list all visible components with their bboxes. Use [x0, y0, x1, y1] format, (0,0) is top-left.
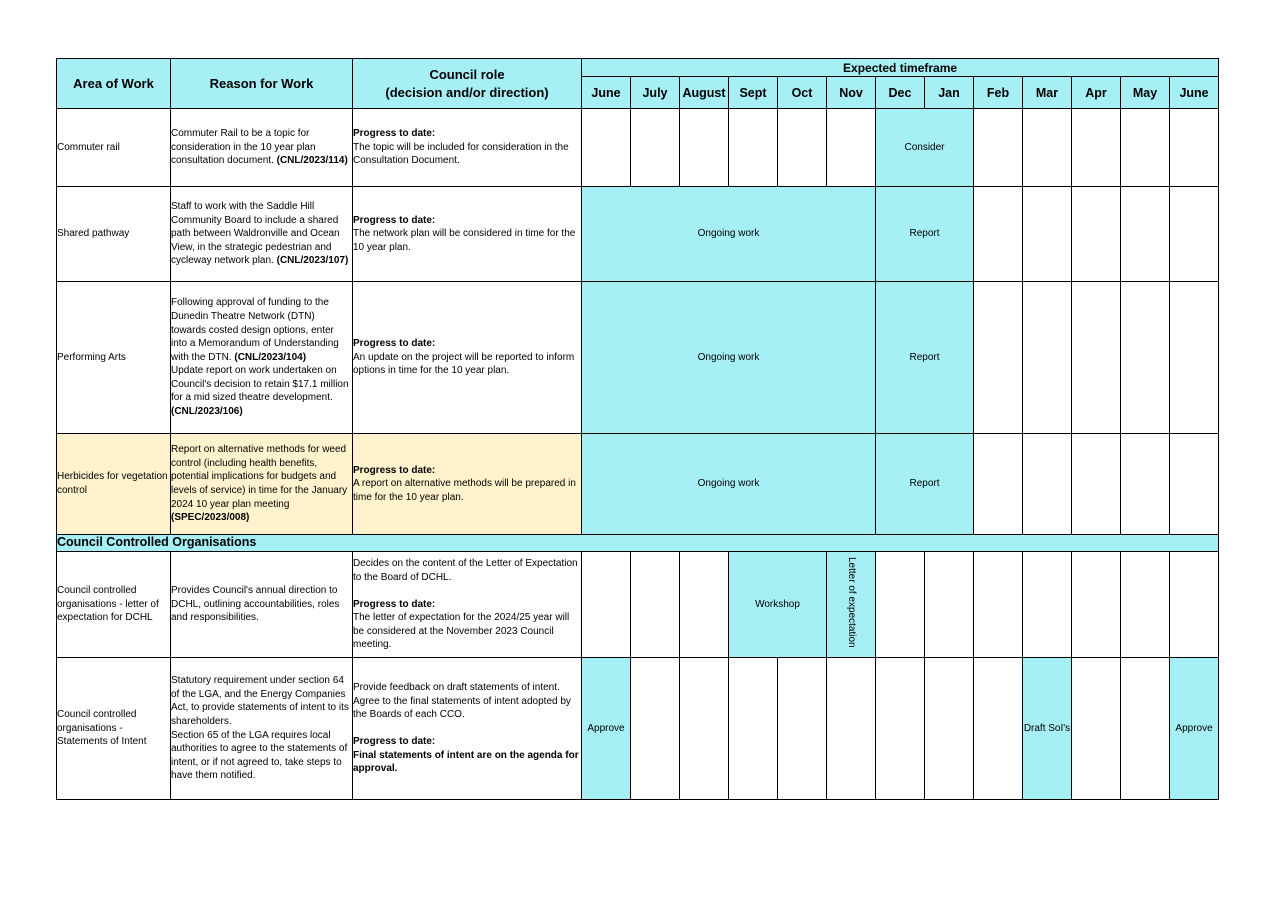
timeline-cell [582, 109, 631, 187]
reason-text: Statutory requirement under section 64 of the LGA, and the Energy Companies Act, to provide statements of intent to its shareholders. [171, 675, 349, 727]
reason-ref: (CNL/2023/107) [276, 255, 349, 267]
role-text: Agree to the final statements of intent adopted by the Boards of each CCO. [353, 695, 571, 721]
timeline-cell [1170, 187, 1219, 282]
month-header: Dec [876, 77, 925, 109]
timeline-cell [778, 109, 827, 187]
table-row-statements-of-intent [57, 658, 1219, 800]
role-text: The letter of expectation for the 2024/25 year will be considered at the November 2023 Council meeting. [353, 612, 570, 651]
role-cell [353, 552, 582, 658]
timeline-cell [1121, 187, 1170, 282]
month-header: July [631, 77, 680, 109]
timeline-cell [1121, 109, 1170, 187]
month-header: Feb [974, 77, 1023, 109]
timeline-cell [1072, 282, 1121, 434]
reason-text: Report on alternative methods for weed control (including health benefits, potential implications for budgets and levels of service) in time for the January 2024 10 year plan meeting [171, 444, 348, 510]
month-header: Apr [1072, 77, 1121, 109]
work-programme-table [56, 58, 1219, 800]
timeline-cell [680, 109, 729, 187]
reason-cell [171, 434, 353, 535]
timeline-ongoing-work: Ongoing work [582, 434, 876, 535]
timeline-cell [1072, 109, 1121, 187]
role-cell [353, 658, 582, 800]
reason-text: Commuter Rail to be a topic for consideration in the 10 year plan consultation document. [171, 128, 316, 167]
role-text: Provide feedback on draft statements of intent. [353, 681, 560, 693]
timeline-cell [876, 552, 925, 658]
timeline-cell [1023, 552, 1072, 658]
table-row-performing-arts [57, 282, 1219, 434]
reason-header: Reason for Work [171, 59, 353, 109]
timeline-cell [974, 434, 1023, 535]
timeline-approve: Approve [1170, 658, 1219, 800]
area-cell: Shared pathway [57, 187, 171, 282]
timeline-cell [1072, 658, 1121, 800]
progress-heading: Progress to date: [353, 736, 436, 748]
role-text: The network plan will be considered in time for the 10 year plan. [353, 228, 576, 253]
timeline-cell [680, 658, 729, 800]
role-text: A report on alternative methods will be prepared in time for the 10 year plan. [353, 478, 576, 503]
timeline-cell [631, 109, 680, 187]
timeline-cell [974, 109, 1023, 187]
area-header: Area of Work [57, 59, 171, 109]
month-header: June [582, 77, 631, 109]
month-header: August [680, 77, 729, 109]
reason-cell [171, 109, 353, 187]
timeline-cell [974, 282, 1023, 434]
timeline-cell [1072, 434, 1121, 535]
timeline-report: Report [876, 282, 974, 434]
reason-ref: (CNL/2023/114) [276, 155, 348, 167]
timeline-approve: Approve [582, 658, 631, 800]
timeline-ongoing-work: Ongoing work [582, 187, 876, 282]
timeline-consider: Consider [876, 109, 974, 187]
table-row-letter-of-expectation [57, 552, 1219, 658]
area-cell: Council controlled organisations - letter of expectation for DCHL [57, 552, 171, 658]
area-cell: Commuter rail [57, 109, 171, 187]
timeline-report: Report [876, 434, 974, 535]
reason-text: Section 65 of the LGA requires local authorities to agree to the statements of intent, or if not agreed to, take steps to have them notified. [171, 729, 348, 782]
timeline-cell [1023, 282, 1072, 434]
reason-cell [171, 187, 353, 282]
area-cell: Herbicides for vegetation control [57, 434, 171, 535]
timeline-cell [974, 658, 1023, 800]
role-header-line1: Council role [429, 66, 505, 82]
role-text: An update on the project will be reported to inform options in time for the 10 year plan. [353, 351, 575, 377]
timeline-cell [631, 658, 680, 800]
role-header [353, 59, 582, 109]
role-text: Decides on the content of the Letter of Expectation to the Board of DCHL. [353, 557, 578, 583]
progress-heading: Progress to date: [353, 128, 436, 140]
progress-heading: Progress to date: [353, 338, 436, 350]
month-header: June [1170, 77, 1219, 109]
section-title: Council Controlled Organisations [57, 535, 1219, 552]
month-header: Jan [925, 77, 974, 109]
timeline-cell [925, 658, 974, 800]
timeline-ongoing-work: Ongoing work [582, 282, 876, 434]
timeline-cell [1170, 109, 1219, 187]
reason-text: Staff to work with the Saddle Hill Community Board to include a shared path between Waldronville and Ocean View, in the strategic pedestrian and cycleway network plan. [171, 201, 340, 267]
timeline-cell [1023, 434, 1072, 535]
month-header: Mar [1023, 77, 1072, 109]
timeline-cell [631, 552, 680, 658]
timeline-cell [974, 187, 1023, 282]
timeline-cell [974, 552, 1023, 658]
reason-ref: (CNL/2023/104) [234, 351, 307, 363]
progress-heading: Progress to date: [353, 214, 436, 226]
reason-cell [171, 658, 353, 800]
timeline-cell [1072, 187, 1121, 282]
timeframe-header: Expected timeframe [582, 59, 1219, 77]
reason-cell: Provides Council's annual direction to DCHL, outlining accountabilities, roles and responsibilities. [171, 552, 353, 658]
timeline-cell [729, 658, 778, 800]
timeline-cell [778, 658, 827, 800]
role-header-line2: (decision and/or direction) [385, 84, 549, 100]
timeline-cell [1023, 187, 1072, 282]
timeline-cell [1121, 434, 1170, 535]
role-cell [353, 282, 582, 434]
timeline-cell [876, 658, 925, 800]
timeline-cell [1072, 552, 1121, 658]
timeline-cell [680, 552, 729, 658]
reason-text: Following approval of funding to the Dunedin Theatre Network (DTN) towards costed design options, enter into a Memorandum of Understanding with the DTN. [171, 297, 339, 363]
timeline-cell [1121, 552, 1170, 658]
timeline-cell [1170, 552, 1219, 658]
timeline-cell [1170, 282, 1219, 434]
role-cell [353, 187, 582, 282]
timeline-cell [827, 109, 876, 187]
header-row-1 [57, 59, 1219, 77]
timeline-cell [1121, 658, 1170, 800]
role-cell [353, 109, 582, 187]
month-header: Nov [827, 77, 876, 109]
timeline-cell [827, 658, 876, 800]
role-text: Final statements of intent are on the agenda for approval. [353, 749, 579, 775]
timeline-workshop: Workshop [729, 552, 827, 658]
progress-heading: Progress to date: [353, 598, 436, 610]
timeline-draft-soi: Draft SoI's [1023, 658, 1072, 800]
month-header: Sept [729, 77, 778, 109]
area-cell: Council controlled organisations - Statements of Intent [57, 658, 171, 800]
timeline-cell [1121, 282, 1170, 434]
reason-ref: (CNL/2023/106) [171, 406, 243, 418]
timeline-cell [582, 552, 631, 658]
timeline-cell [729, 109, 778, 187]
role-text: The topic will be included for consideration in the Consultation Document. [353, 141, 569, 167]
timeline-cell [1170, 434, 1219, 535]
table-row-shared-pathway [57, 187, 1219, 282]
role-cell [353, 434, 582, 535]
section-row-cco [57, 535, 1219, 552]
reason-text: Update report on work undertaken on Council's decision to retain $17.1 million for a mid sized theatre development. [171, 365, 349, 404]
letter-of-expectation-label: Letter of expectation [845, 556, 857, 648]
reason-ref: (SPEC/2023/008) [171, 512, 250, 524]
reason-cell [171, 282, 353, 434]
month-header: May [1121, 77, 1170, 109]
timeline-report: Report [876, 187, 974, 282]
month-header: Oct [778, 77, 827, 109]
timeline-cell [1023, 109, 1072, 187]
progress-heading: Progress to date: [353, 464, 436, 476]
table-row-herbicides [57, 434, 1219, 535]
timeline-letter-of-expectation [827, 552, 876, 658]
area-cell: Performing Arts [57, 282, 171, 434]
table-row-commuter-rail [57, 109, 1219, 187]
timeline-cell [925, 552, 974, 658]
